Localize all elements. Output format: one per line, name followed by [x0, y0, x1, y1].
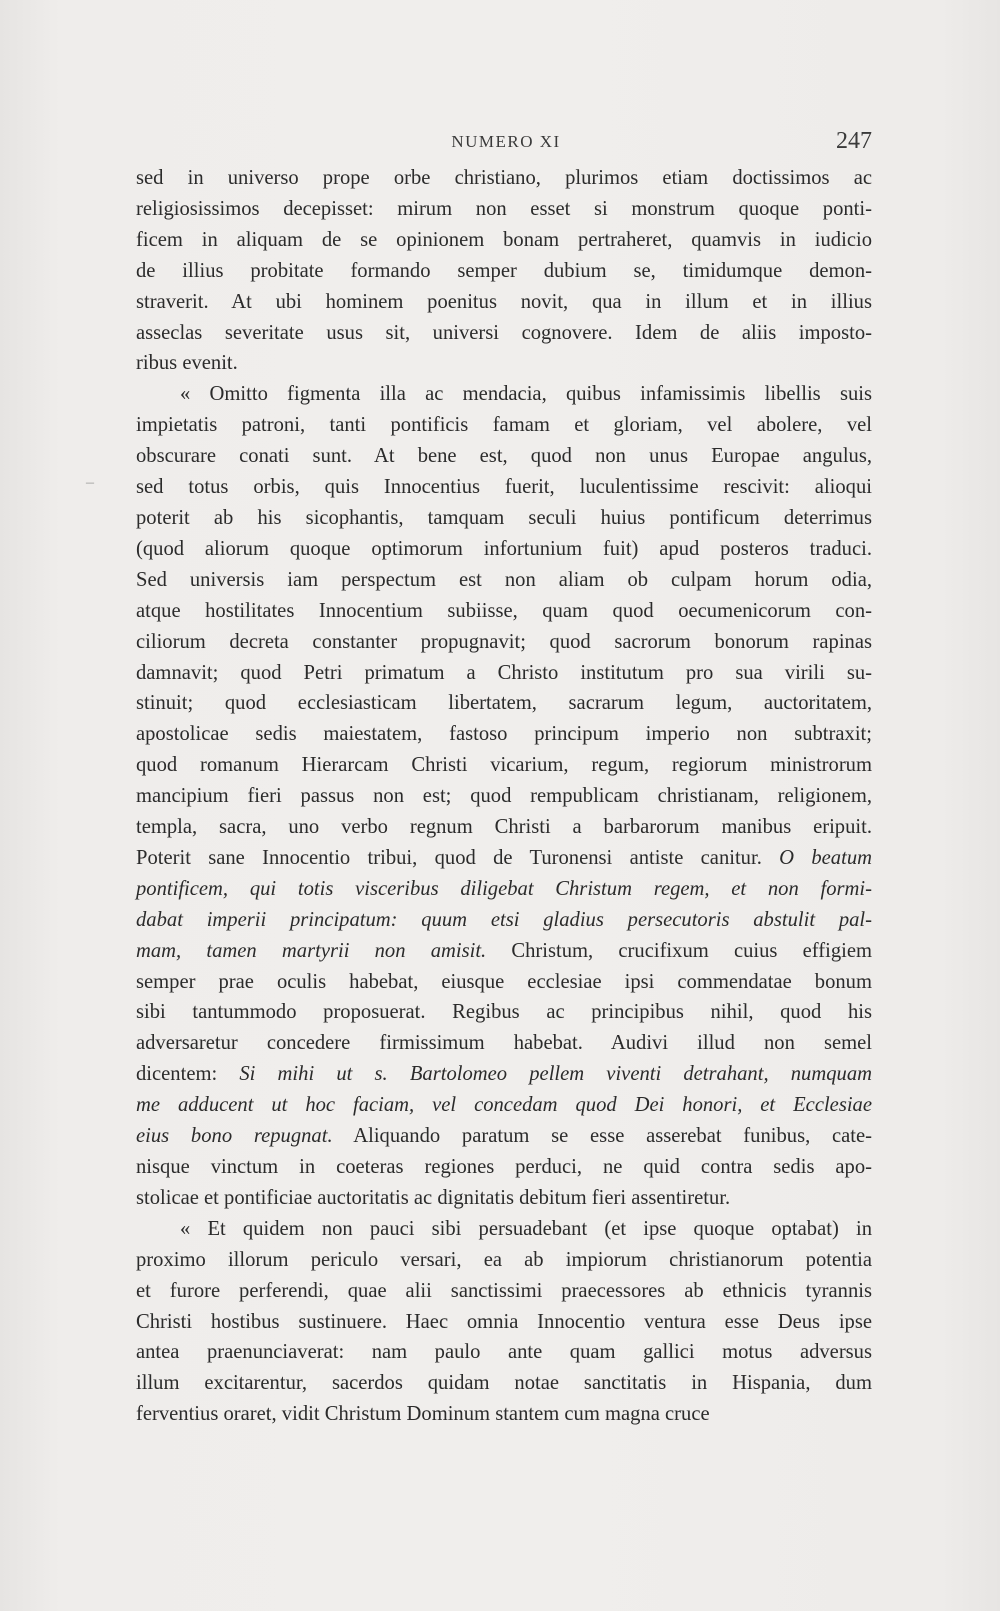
- text-line: [136, 565, 872, 596]
- line-text: sed in universo prope orbe christiano, plurimos etiam doctissimos ac: [136, 167, 872, 189]
- line-text: straverit. At ubi hominem poenitus novit, qua in illum et in illius: [136, 290, 872, 313]
- italic-quotation: eius bono repugnat.: [136, 1125, 333, 1148]
- text-line: [136, 936, 872, 967]
- line-text: (quod aliorum quoque optimorum infortunium fuit) apud posteros traduci.: [136, 537, 872, 560]
- text-line: [136, 1183, 872, 1214]
- line-text: apostolicae sedis maiestatem, fastoso principum imperio non subtraxit;: [136, 723, 872, 746]
- text-line: [136, 627, 872, 658]
- line-text: damnavit; quod Petri primatum a Christo institutum pro sua virili su-: [136, 661, 872, 684]
- text-line: [136, 379, 872, 410]
- text-line: [136, 318, 872, 349]
- line-text: impietatis patroni, tanti pontificis famam et gloriam, vel abolere, vel: [136, 414, 872, 437]
- line-text: dicentem:: [136, 1063, 240, 1086]
- line-text: sibi tantummodo proposuerat. Regibus ac principibus nihil, quod his: [136, 1001, 872, 1024]
- line-text: Christum, crucifixum cuius effigiem: [486, 939, 872, 962]
- line-text: Aliquando paratum se esse asserebat funibus, cate-: [332, 1125, 872, 1148]
- text-line: [136, 410, 872, 441]
- line-text: Poterit sane Innocentio tribui, quod de Turonensi antiste canitur.: [136, 846, 780, 869]
- line-text: sed totus orbis, quis Innocentius fuerit, luculentissime rescivit: alioqui: [136, 476, 872, 499]
- text-line: [136, 225, 872, 256]
- line-text: nisque vinctum in coeteras regiones perduci, ne quid contra sedis apo-: [136, 1156, 872, 1178]
- line-text: mancipium fieri passus non est; quod rempublicam christianam, religionem,: [136, 785, 872, 808]
- line-text: Christi hostibus sustinuere. Haec omnia Innocentio ventura esse Deus ipse: [136, 1310, 872, 1333]
- text-line: [136, 287, 872, 318]
- text-line: [136, 688, 872, 719]
- line-text: atque hostilitates Innocentium subiisse, quam quod oecumenicorum con-: [136, 599, 872, 622]
- line-text: adversaretur concedere firmissimum habebat. Audivi illud non semel: [136, 1032, 872, 1055]
- text-line: [136, 1121, 872, 1152]
- text-line: [136, 441, 872, 472]
- text-line: [136, 1399, 872, 1430]
- italic-quotation: dabat imperii principatum: quum etsi gladius persecutoris abstulit pal-: [136, 908, 872, 931]
- text-line: [136, 348, 872, 379]
- margin-dash-mark: –: [86, 474, 94, 491]
- line-text: antea praenunciaverat: nam paulo ante quam gallici motus adversus: [136, 1341, 872, 1364]
- text-line: [136, 596, 872, 627]
- line-text: et furore perferendi, quae alii sanctissimi praecessores ab ethnicis tyrannis: [136, 1279, 872, 1302]
- line-text: proximo illorum periculo versari, ea ab impiorum christianorum potentia: [136, 1248, 872, 1271]
- line-text: religiosissimos decepisset: mirum non esset si monstrum quoque ponti-: [136, 197, 872, 220]
- text-line: [136, 1090, 872, 1121]
- line-text: obscurare conati sunt. At bene est, quod non unus Europae angulus,: [136, 445, 872, 468]
- italic-quotation: mam, tamen martyrii non amisit.: [136, 939, 487, 962]
- italic-quotation: pontificem, qui totis visceribus diligebat Christum regem, et non formi-: [136, 877, 872, 900]
- line-text: semper prae oculis habebat, eiusque ecclesiae ipsi commendatae bonum: [136, 970, 872, 993]
- text-line: [136, 750, 872, 781]
- italic-quotation: Si mihi ut s. Bartolomeo pellem viventi detrahant, numquam: [239, 1063, 872, 1086]
- text-line: [136, 256, 872, 287]
- line-text: ciliorum decreta constanter propugnavit; quod sacrorum bonorum rapinas: [136, 630, 872, 653]
- page-number: 247: [836, 128, 872, 154]
- text-line: [136, 1245, 872, 1276]
- text-line: [136, 194, 872, 225]
- page-header: [136, 128, 876, 158]
- text-line: [136, 1059, 872, 1090]
- text-line: [136, 1152, 872, 1183]
- line-text: « Omitto figmenta illa ac mendacia, quibus infamissimis libellis suis: [180, 383, 872, 406]
- text-line: [136, 1028, 872, 1059]
- text-line: [136, 534, 872, 565]
- line-text: asseclas severitate usus sit, universi cognovere. Idem de aliis imposto-: [136, 321, 872, 344]
- line-text: ferventius oraret, vidit Christum Dominum stantem cum magna cruce: [136, 1403, 710, 1426]
- text-line: [136, 658, 872, 689]
- line-text: illum excitarentur, sacerdos quidam notae sanctitatis in Hispania, dum: [136, 1372, 872, 1395]
- line-text: Sed universis iam perspectum est non aliam ob culpam horum odia,: [136, 568, 872, 591]
- text-line: [136, 781, 872, 812]
- line-text: ribus evenit.: [136, 352, 238, 375]
- text-line: [136, 812, 872, 843]
- running-title: NUMERO XI: [451, 132, 561, 151]
- text-line: [136, 967, 872, 998]
- text-line: [136, 1368, 872, 1399]
- italic-quotation: me adducent ut hoc faciam, vel concedam quod Dei honori, et Ecclesiae: [136, 1094, 872, 1117]
- text-line: [136, 503, 872, 534]
- text-line: [136, 1337, 872, 1368]
- text-line: [136, 719, 872, 750]
- text-line: [136, 874, 872, 905]
- text-line: [136, 472, 872, 503]
- text-line: [136, 1214, 872, 1245]
- italic-quotation: O beatum: [779, 846, 872, 869]
- line-text: quod romanum Hierarcam Christi vicarium, regum, regiorum ministrorum: [136, 754, 872, 777]
- text-line: [136, 843, 872, 874]
- text-line: [136, 1276, 872, 1307]
- text-line: [136, 163, 872, 194]
- body-text: [136, 163, 872, 1430]
- text-line: [136, 905, 872, 936]
- line-text: ficem in aliquam de se opinionem bonam pertraheret, quamvis in iudicio: [136, 228, 872, 251]
- text-line: [136, 997, 872, 1028]
- line-text: templa, sacra, uno verbo regnum Christi a barbarorum manibus eripuit.: [136, 816, 872, 839]
- line-text: « Et quidem non pauci sibi persuadebant (et ipse quoque optabat) in: [180, 1217, 872, 1240]
- line-text: de illius probitate formando semper dubium se, timidumque demon-: [136, 259, 872, 282]
- text-line: [136, 1307, 872, 1338]
- line-text: stolicae et pontificiae auctoritatis ac dignitatis debitum fieri assentiretur.: [136, 1186, 731, 1209]
- line-text: poterit ab his sicophantis, tamquam seculi huius pontificum deterrimus: [136, 506, 872, 529]
- line-text: stinuit; quod ecclesiasticam libertatem, sacrarum legum, auctoritatem,: [136, 692, 872, 715]
